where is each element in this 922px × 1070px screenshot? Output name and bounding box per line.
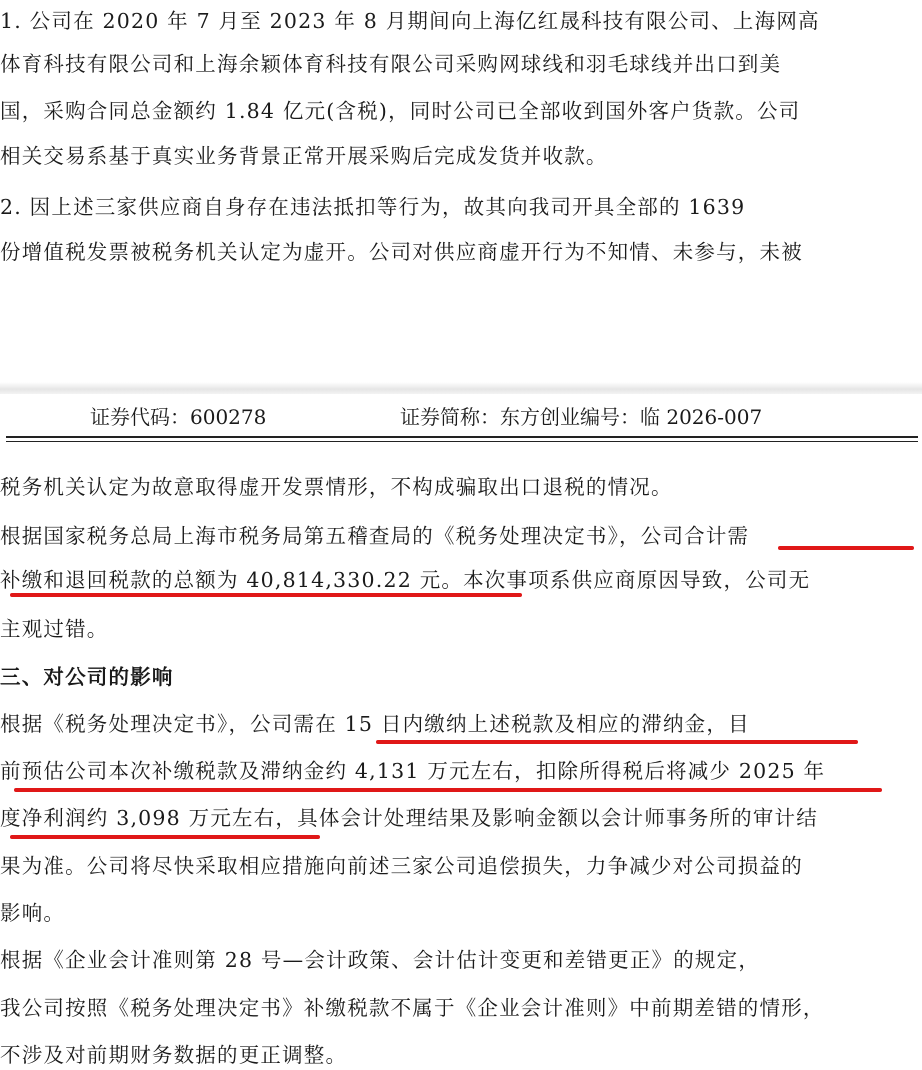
red-underline-annotation [376,740,858,744]
page-header [0,402,922,432]
paragraph-line: 2. 因上述三家供应商自身存在违法抵扣等行为，故其向我司开具全部的 1639 [0,195,746,219]
paragraph-line: 体育科技有限公司和上海余颖体育科技有限公司采购网球线和羽毛球线并出口到美 [0,52,782,76]
red-underline-annotation [14,788,882,792]
red-underline-annotation [778,546,914,550]
paragraph-line: 国，采购合同总金额约 1.84 亿元(含税)，同时公司已全部收到国外客户货款。公司 [0,99,801,123]
paragraph-line: 度净利润约 3,098 万元左右，具体会计处理结果及影响金额以会计师事务所的审计结 [0,806,818,830]
paragraph-line: 我公司按照《税务处理决定书》补缴税款不属于《企业会计准则》中前期差错的情形， [0,996,825,1020]
page-break-shadow [0,382,922,394]
paragraph-line: 影响。 [0,901,66,925]
section-heading: 三、对公司的影响 [0,665,174,689]
paragraph-line: 前预估公司本次补缴税款及滞纳金约 4,131 万元左右，扣除所得税后将减少 2025 年 [0,759,826,783]
paragraph-line: 根据《税务处理决定书》，公司需在 15 日内缴纳上述税款及相应的滞纳金，目 [0,712,750,736]
paragraph-line: 补缴和退回税款的总额为 40,814,330.22 元。本次事项系供应商原因导致，公司无 [0,568,811,592]
paragraph-line: 根据国家税务总局上海市税务局第五稽查局的《税务处理决定书》，公司合计需 [0,524,750,548]
header-rule-thin [6,441,918,442]
security-name-and-number: 证券简称：东方创业编号：临 2026-007 [400,405,763,429]
security-code: 证券代码：600278 [90,405,267,429]
paragraph-line: 不涉及对前期财务数据的更正调整。 [0,1043,348,1067]
paragraph-line: 果为准。公司将尽快采取相应措施向前述三家公司追偿损失，力争减少对公司损益的 [0,854,803,878]
red-underline-annotation [10,593,522,597]
paragraph-line: 1. 公司在 2020 年 7 月至 2023 年 8 月期间向上海亿红晟科技有限公司、上海网高 [0,9,820,33]
paragraph-line: 根据《企业会计准则第 28 号—会计政策、会计估计变更和差错更正》的规定， [0,948,761,972]
paragraph-line: 相关交易系基于真实业务背景正常开展采购后完成发货并收款。 [0,144,608,168]
paragraph-line: 税务机关认定为故意取得虚开发票情形，不构成骗取出口退税的情况。 [0,475,673,499]
previous-page-excerpt [0,0,922,388]
red-underline-annotation [10,835,320,839]
paragraph-line: 主观过错。 [0,617,109,641]
paragraph-line: 份增值税发票被税务机关认定为虚开。公司对供应商虚开行为不知情、未参与，未被 [0,240,803,264]
header-rule [6,436,918,438]
